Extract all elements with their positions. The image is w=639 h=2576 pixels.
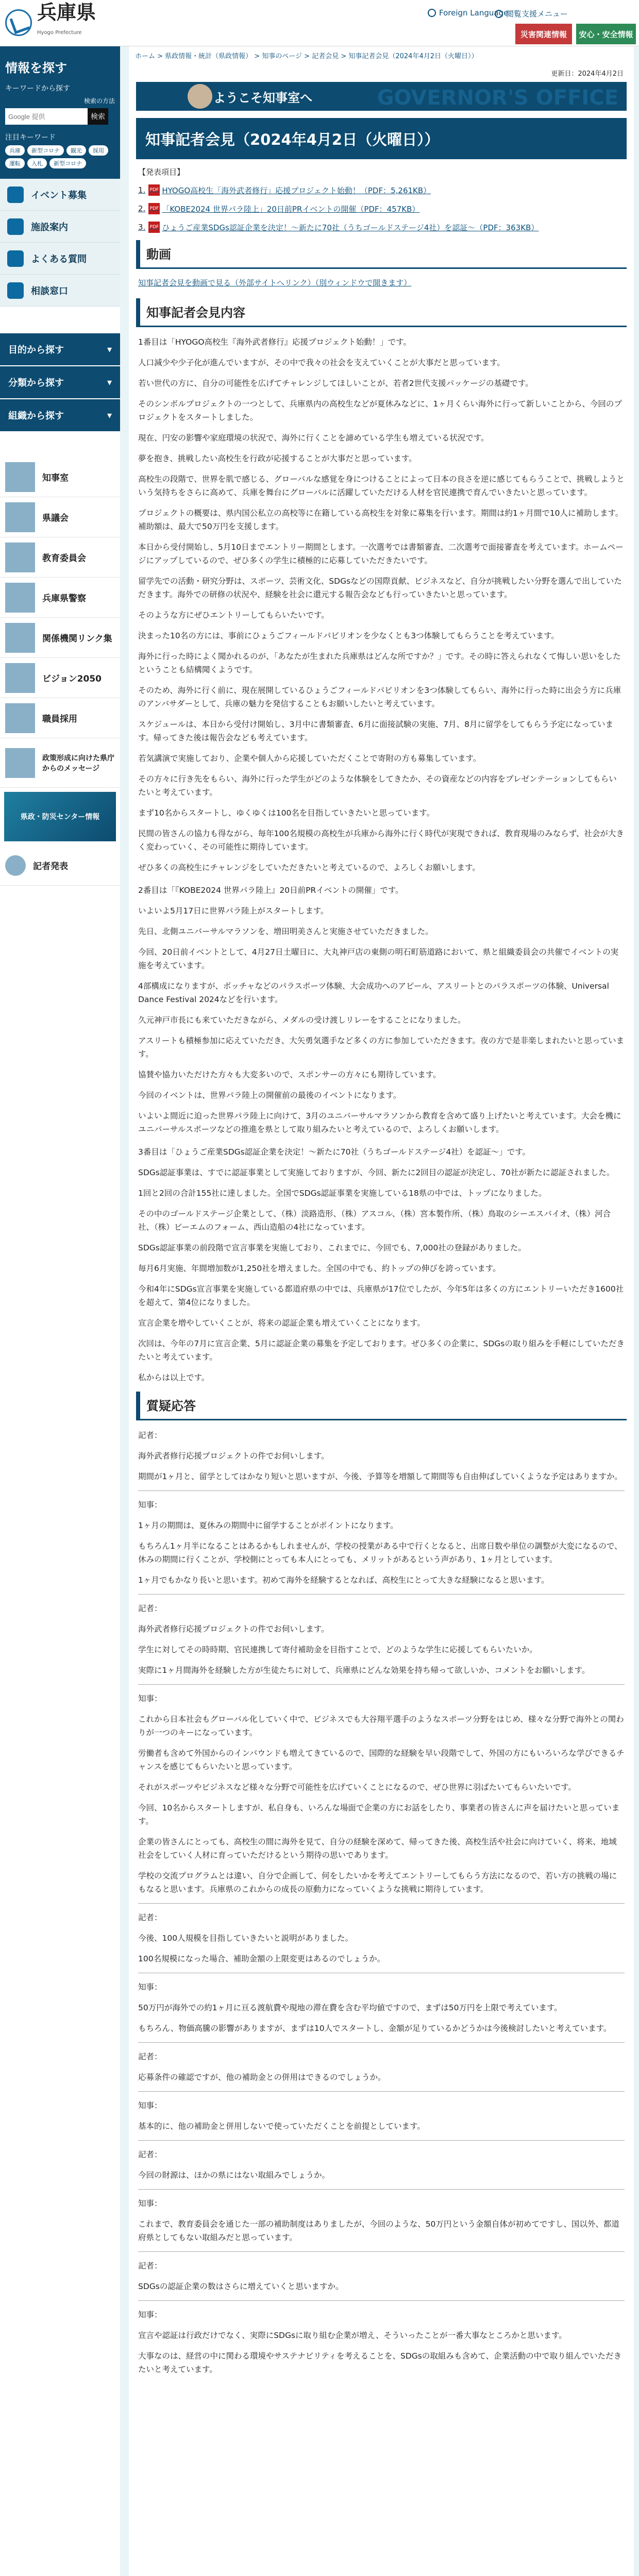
qa-speaker: 記者：	[138, 2150, 162, 2159]
sidebar-link-education[interactable]	[0, 537, 120, 578]
statement-paragraph: SDGs認証事業の前段階で宣言事業を実施しており、これまでに、今回でも、7,000社の登録がありました。	[138, 1243, 526, 1252]
qa-divider	[138, 2091, 625, 2092]
statement-paragraph: 2番目は「『KOBE2024 世界パラ陸上』20日前PRイベントの開催」です。	[138, 886, 403, 895]
banner-disaster-center[interactable]	[4, 792, 116, 841]
qa-text: これから日本社会もグローバル化していく中で、ビジネスでも大谷翔平選手のようなスポーツ分野をはじめ、様々な分野で海外との関わりが一つのキーになっています。	[138, 1715, 624, 1737]
qa-body	[138, 1429, 625, 2376]
keyword-tag[interactable]: 新型コロナ	[49, 158, 86, 168]
sidebar-link-press[interactable]	[0, 845, 120, 886]
search-button[interactable]: 検索	[88, 108, 108, 125]
qa-speaker: 知事：	[138, 2199, 162, 2208]
browse-by-organization[interactable]	[0, 398, 120, 431]
qa-text: 基本的に、他の補助金と併用しないで使っていただくことを前提としています。	[138, 2122, 425, 2131]
statement-paragraph: 本日から受付開始し、5月10日までエントリー期間とします。一次選考では書類審査、二次選考で面接審査を考えています。ホームページにアップしているので、ぜひ多くの学生に積極的に応募していただきたいです。	[138, 543, 624, 565]
qa-text: 海外武者修行応援プロジェクトの件でお伺いします。	[138, 1624, 329, 1634]
browse-label: 分類から探す	[8, 378, 64, 388]
pdf-icon: PDF	[148, 203, 160, 214]
statement-paragraph: 1番目は「HYOGO高校生『海外武者修行』応援プロジェクト始動！」です。	[138, 337, 412, 347]
qa-text: 実際に1ヶ月間海外を経験した方が生徒たちに対して、兵庫県にどんな効果を持ち帰って欲しいか、コメントをお願いします。	[138, 1666, 590, 1675]
qa-speaker: 記者：	[138, 1913, 162, 1922]
qa-text: 期間が1ヶ月と、留学としてはかなり短いと思いますが、今後、予算等を増額して期間等も自由伸ばしていくような予定はありますか。	[138, 1472, 623, 1481]
qa-text: 労働者も含めて外国からのインバウンドも増えてきているので、国際的な経験を早い段階でして、外国の方にもいろいろな学びできるチャンスを感じてもらいたいと思っています。	[138, 1749, 625, 1771]
qa-speaker: 知事：	[138, 1500, 162, 1510]
qa-divider	[138, 2251, 625, 2252]
statement-paragraph: アスリートも積極参加に応えていただき、大矢勇気選手など多くの方に参加していただきます。夜の方で是非楽しまれたいと思っています。	[138, 1036, 625, 1059]
globe-icon	[428, 9, 436, 17]
prefecture-emblem-icon	[5, 9, 32, 36]
sidebar-search-panel	[0, 46, 120, 179]
qa-heading: 質疑応答	[136, 1392, 627, 1420]
video-heading: 動画	[136, 240, 627, 269]
statement-paragraph: いよいよ間近に迫った世界パラ陸上に向けて、3月のユニバーサルマラソンから教育を含めて盛り上げたいと考えています。大会を機にユニバーサルスポーツなどの推進を県として取り組みたいと考えているので、よろしくお願いします。	[138, 1111, 621, 1134]
statement-paragraph: 次回は、今年の7月に宣言企業、5月に認証企業の募集を予定しております。ぜひ多くの企業に、SDGsの取り組みを手軽にしていただきたいと考えています。	[138, 1339, 625, 1362]
sidebar-link-label: 記者発表	[33, 861, 68, 872]
sidebar-link-label: 職員採用	[42, 714, 77, 724]
qa-divider	[138, 1594, 625, 1595]
qa-text: 今後、100人規模を目指していきたいと説明がありました。	[138, 1934, 354, 1943]
download-label: HYOGO高校生「海外武者修行」応援プロジェクト始動！（PDF：5,261KB）	[162, 185, 431, 195]
statement-paragraph: そのため、海外に行く前に、現在展開しているひょうごフィールドパビリオンを3つ体験してもらい、海外に行った時に出会う方に兵庫のアンバサダーとして、兵庫の魅力を発信することもお願いしたいと考えています。	[138, 686, 621, 708]
qa-divider	[138, 1684, 625, 1685]
statement-paragraph: 夢を抱き、挑戦したい高校生を行政が応援することが大事だと思っています。	[138, 454, 417, 463]
sidebar-link-label: 教育委員会	[42, 553, 86, 564]
chevron-down-icon: ▾	[107, 377, 112, 388]
statement-paragraph: プロジェクトの概要は、県内国公私立の高校等に在籍している高校生を対象に募集を行います。期間は約1ヶ月間で10人に補助します。補助額は、最大で50万円を支援します。	[138, 509, 624, 531]
keyword-tag[interactable]: 採用	[89, 145, 108, 156]
disaster-info-label: 災害関連情報	[520, 29, 567, 39]
breadcrumb[interactable]: ホーム > 県政情報・統計（県政情報） > 知事のページ > 記者会見 > 知事記者会見（2024年4月2日（火曜日））	[135, 53, 478, 60]
qa-speaker: 記者：	[138, 2261, 162, 2270]
site-name: 兵庫県	[37, 1, 96, 24]
hot-keywords	[5, 145, 115, 175]
download-link[interactable]	[138, 222, 625, 233]
qa-text: 50万円が海外での約1ヶ月に亘る渡航費や現地の滞在費を含む平均値ですので、まずは50万円を上限で考えています。	[138, 2003, 562, 2012]
qa-divider	[138, 2042, 625, 2043]
browse-by-category[interactable]	[0, 365, 120, 398]
sidebar-link-governor[interactable]	[0, 457, 120, 497]
site-sub: Hyogo Prefecture	[37, 30, 82, 36]
statement-paragraph: いよいよ5月17日に世界パラ陸上がスタートします。	[138, 906, 329, 916]
qa-text: 今回の財源は、ほかの県にはない取組みでしょうか。	[138, 2171, 330, 2180]
disaster-info-button[interactable]	[515, 24, 572, 44]
message-icon	[5, 748, 35, 778]
statement-paragraph: 若い世代の方に、自分の可能性を広げてチャレンジしてほしいことが、若者2世代支援パッケージの基礎です。	[138, 379, 533, 388]
page-title: 知事記者会見（2024年4月2日（火曜日））	[136, 118, 627, 159]
safety-info-button[interactable]	[576, 24, 636, 44]
statement-paragraph: 宣言企業を増やしていくことが、将来の認証企業も増えていくことになります。	[138, 1318, 425, 1328]
settings-icon	[495, 10, 503, 18]
statement-paragraph: SDGs認証事業は、すでに認証事業として実施しておりますが、今回、新たに2回目の認証が決定し、70社が新たに認証されました。	[138, 1168, 615, 1177]
download-number: 1.	[138, 185, 146, 195]
qa-speaker: 記者：	[138, 1604, 162, 1613]
press-icon	[5, 855, 26, 876]
video-link[interactable]: 知事記者会見を動画で見る（外部サイトへリンク）（別ウィンドウで開きます）	[138, 278, 412, 287]
statement-paragraph: 毎月6月実施、年間増加数が1,250社を増えました。全国の中でも、約トップの伸びを誇っています。	[138, 1264, 501, 1273]
sidebar-link-assembly[interactable]	[0, 497, 120, 537]
sidebar-item-facilities[interactable]	[0, 211, 120, 243]
qa-text: 1ヶ月の期間は、夏休みの期間中に留学することがポイントになります。	[138, 1521, 398, 1530]
governor-welcome-banner[interactable]	[136, 82, 627, 111]
qa-text: これまで、教育委員会を通じた一部の補助制度はありましたが、今回のような、50万円という金額自体が初めてですし、国以外、都道府県としてもない取組みだと思っています。	[138, 2219, 619, 2242]
statement-paragraph: 海外に行った時によく聞かれるのが、「あなたが生まれた兵庫県はどんな所ですか？」です。その時に答えられなくて悔しい思いをしたということも結構聞くようです。	[138, 652, 621, 674]
keyword-tag[interactable]: 新型コロナ	[27, 145, 64, 156]
qa-text: 100名規模になった場合、補助金額の上限変更はあるのでしょうか。	[138, 1954, 385, 1963]
qa-text: もちろん、物価高騰の影響がありますが、まずは10人でスタートし、金額が足りているかどうかは今後検討したいと考えています。	[138, 2024, 612, 2033]
site-search	[5, 108, 115, 125]
qa-text: 企業の皆さんにとっても、高校生の間に海外を見て、自分の経験を深めて、帰ってきた後、高校生活や社会に向けていく、将来、地域社会をしていく人材に育っていただけるという期待の思いであります。	[138, 1837, 617, 1860]
site-header	[0, 0, 639, 46]
qa-divider	[138, 1490, 625, 1491]
recruit-icon	[5, 703, 35, 733]
statement-paragraph: 私からは以上です。	[138, 1373, 210, 1382]
keyword-tag[interactable]: 兵庫	[5, 145, 25, 156]
governor-avatar	[188, 84, 212, 109]
statement-paragraph: 今和4年にSDGs宣言事業を実施している都道府県の中では、兵庫県が17位でしたが、今年5年は多くの方にエントリーいただき1600社を超えて、第4位になりました。	[138, 1284, 624, 1307]
browse-label: 目的から探す	[8, 345, 64, 355]
qa-speaker: 知事：	[138, 1694, 162, 1703]
accessibility-menu-link[interactable]	[495, 8, 568, 19]
keyword-label: キーワードから探す	[5, 84, 70, 93]
qa-text: 学生に対してその時時期、官民連携して寄付補助金を目指すことで、どのような学生に応援してもらいたいか。	[138, 1645, 537, 1654]
content-heading: 知事記者会見内容	[136, 298, 627, 327]
pdf-icon: PDF	[148, 184, 160, 196]
sidebar-link-police[interactable]	[0, 578, 120, 618]
statement-paragraph: ぜひ多くの高校生にチャレンジをしていただきたいと考えているので、よろしくお願いします。	[138, 863, 480, 872]
download-number: 2.	[138, 204, 146, 213]
sidebar-link-related[interactable]	[0, 618, 120, 658]
statement-paragraph: 現在、円安の影響や家庭環境の状況で、海外に行くことを諦めている学生も増えている状況です。	[138, 433, 489, 443]
building-icon	[7, 218, 24, 235]
sidebar-item-faq[interactable]	[0, 243, 120, 275]
sidebar-link-label: 兵庫県警察	[42, 594, 86, 604]
qa-speaker: 知事：	[138, 2101, 162, 2110]
sidebar-link-label: 県議会	[42, 513, 69, 523]
statement-paragraph: 決まった10名の方には、事前にひょうごフィールドパビリオンを少なくとも3つ体験してもらうことを考えています。	[138, 631, 559, 640]
sidebar-item-label: よくある質問	[31, 253, 87, 265]
welcome-en-label: GOVERNOR'S OFFICE	[377, 86, 618, 110]
welcome-label: ようこそ知事室へ	[213, 90, 312, 105]
sidebar-link-label: 知事室	[42, 473, 69, 483]
foreign-language-label: Foreign Language	[439, 8, 509, 18]
governor-photo	[5, 462, 35, 492]
statement-paragraph: 留学先での活動・研究分野は、スポーツ、芸術文化、SDGsなどの国際貢献、ビジネスなど、自分が挑戦したい分野を選んで出していただきます。海外での研修の状況や、経験を社会に還元する報告会なども行っていきたいと思っています。	[138, 577, 622, 599]
statement-paragraph: 1回と2回の合計155社に達しました。全国でSDGs認証事業を実施している18県の中では、トップになりました。	[138, 1189, 547, 1198]
qa-divider	[138, 2300, 625, 2301]
statement-paragraph: スケジュールは、本日から受付け開始し、3月中に書類審査、6月に面接試験の実施、7月、8月に留学をしてもらう予定になっています。帰ってきた後は報告会なども考えています。	[138, 720, 614, 742]
sidebar-link-vision[interactable]	[0, 658, 120, 698]
chat-icon	[7, 282, 24, 299]
statement-paragraph: その方々に行き先をもらい、海外に行った学生がどのような体験をしてきたか、その資産などの内容をプレゼンテーションしてもらいたいと考えています。	[138, 774, 617, 797]
qa-text: 今回、10名からスタートしますが、私自身も、いろんな場面で企業の方にお話をしたり、事業者の皆さんに声を届けたいと思っています。	[138, 1803, 620, 1826]
keyword-tag[interactable]: 観光	[66, 145, 86, 156]
education-icon	[5, 543, 35, 572]
download-label: ひょうご産業SDGs認証企業を決定！〜新たに70社（うちゴールドステージ4社）を認証〜（PDF：363KB）	[162, 223, 539, 232]
chevron-down-icon: ▾	[107, 410, 112, 421]
statement-paragraph: まず10名からスタートし、ゆくゆくは100名を目指していきたいと思っています。	[138, 808, 435, 818]
download-link[interactable]	[138, 184, 625, 196]
sidebar-title: 情報を探す	[5, 61, 67, 75]
qa-divider	[138, 2189, 625, 2190]
qa-text: 大事なのは、経営の中に関わる環境やサステナビリティを考えることを、SDGsの取組みも含めて、企業活動の中で取り組んでいただきたいと考えています。	[138, 2351, 622, 2374]
statement-paragraph: そのような方にぜひエントリーしてもらいたいです。	[138, 611, 329, 620]
qa-text: 海外武者修行応援プロジェクトの件でお伺いします。	[138, 1451, 329, 1461]
statement-paragraph: 高校生の段階で、世界を肌で感じる、グローバルな感覚を身につけることによって日本の良さを逆に感じてもらうことで、挑戦しようという気持ちをさらに高めて、兵庫を舞台にグローバルに活躍していただける人材を官民連携で育んでいきたいと思っています。	[138, 474, 625, 497]
statement-paragraph: 久元神戸市長にも来ていただきながら、メダルの受け渡しリレーをすることになりました。	[138, 1015, 466, 1025]
statement-paragraph: 今回のイベントは、世界パラ陸上の開催前の最後のイベントになります。	[138, 1091, 401, 1100]
updated-date: 更新日：2024年4月2日	[551, 70, 624, 78]
statement-paragraph: 3番目は「ひょうご産業SDGs認証企業を決定！〜新たに70社（うちゴールドステージ4社）を認証〜」です。	[138, 1147, 530, 1157]
calendar-icon	[7, 187, 24, 203]
statement-paragraph: 協賛や協力いただけた方々も大変多いので、スポンサーの方々にも期待しています。	[138, 1070, 441, 1079]
sidebar	[0, 46, 120, 2576]
assembly-icon	[5, 502, 35, 532]
vision-icon	[5, 663, 35, 693]
download-label: 「KOBE2024 世界パラ陸上」20日前PRイベントの開催（PDF：457KB）	[162, 204, 420, 214]
statement-paragraph: 先日、北側ユニバーサルマラソンを、増田明美さんと実施させていただきました。	[138, 927, 433, 936]
qa-text: 学校の交流プログラムとは違い、自分で企画して、何をしたいかを考えてエントリーしてもらう方法になるので、若い方の挑戦の場にもなると思います。兵庫県のこれからの成長の原動力になっていくような挑戦に期待しています。	[138, 1871, 617, 1894]
search-input[interactable]	[5, 108, 88, 125]
accessibility-menu-label: 閲覧支援メニュー	[506, 9, 568, 19]
sidebar-item-label: 施設案内	[31, 222, 68, 233]
police-icon	[5, 583, 35, 613]
qa-divider	[138, 2140, 625, 2141]
statement-paragraph: 民間の皆さんの協力も得ながら、毎年100名規模の高校生が兵庫から海外に行く時代が実現できれば、教育現場のみならず、社会が大きく変わっていく、その可能性に期待しています。	[138, 829, 624, 852]
release-label: 【発表項目】	[138, 167, 185, 177]
qa-text: それがスポーツやビジネスなど様々な分野で可能性を広げていくことになるので、ぜひ世界に羽ばたいてもらいたいです。	[138, 1783, 576, 1792]
sidebar-link-message[interactable]	[0, 738, 120, 788]
qa-divider	[138, 1903, 625, 1904]
sidebar-item-events[interactable]	[0, 179, 120, 211]
qa-speaker: 知事：	[138, 1982, 162, 1992]
browse-by-purpose[interactable]	[0, 332, 120, 365]
chevron-down-icon: ▾	[107, 344, 112, 355]
statement-paragraph: 人口減少や少子化が進んでいますが、その中で我々の社会を支えていくことが大事だと思っています。	[138, 358, 505, 367]
site-logo[interactable]	[5, 1, 129, 40]
sidebar-item-consultation[interactable]	[0, 275, 120, 307]
qa-text: もちろん1ヶ月半になることはあるかもしれませんが、学校の授業がある中で行くとなると、出席日数や単位の調整が大変になるので、休みの期間に行くことが、学校側にとっても本人にとっても、メリットがあるという声があり、1ヶ月としています。	[138, 1541, 623, 1564]
sidebar-link-recruit[interactable]	[0, 698, 120, 738]
main-content	[129, 46, 634, 2576]
qa-text: 宣言や認証は行政だけでなく、実際にSDGsに取り組む企業が増え、そういったことが一番大事なところかと思います。	[138, 2331, 567, 2340]
download-link[interactable]	[138, 203, 625, 214]
keyword-tag[interactable]: 入札	[27, 158, 47, 168]
search-help-link[interactable]: 検索の方法	[83, 97, 115, 105]
statement-paragraph: 若気講演で実施しており、企業や個人から応援していただくことで寄附の方も募集しています。	[138, 754, 481, 763]
sidebar-item-label: イベント募集	[31, 190, 87, 201]
sidebar-link-label: 政策形成に向けた県庁からのメッセージ	[42, 754, 114, 773]
pdf-icon: PDF	[148, 222, 160, 233]
release-list	[138, 166, 625, 233]
qa-text: SDGsの認証企業の数はさらに増えていくと思いますか。	[138, 2282, 344, 2291]
qa-speaker: 記者：	[138, 2052, 162, 2061]
statement-paragraph: そのシンボルプロジェクトの一つとして、兵庫県内の高校生などが夏休みなどに、1ヶ月くらい海外に行って新しいことから、今回のプロジェクトをスタートしました。	[138, 399, 622, 422]
keyword-tag[interactable]: 運転	[5, 158, 25, 168]
sidebar-link-label: 関係機関リンク集	[42, 634, 112, 644]
browse-label: 組織から探す	[8, 411, 64, 421]
statement-body	[138, 335, 625, 1384]
question-icon	[7, 250, 24, 267]
qa-text: 1ヶ月でもかなり長いと思います。初めて海外を経験するとなれば、高校生にとって大きな経験になると思います。	[138, 1575, 549, 1585]
qa-speaker: 記者：	[138, 1431, 162, 1440]
statement-paragraph: 今回、20日前イベントとして、4月27日土曜日に、大丸神戸店の東側の明石町筋道路において、県と組織委員会の共催でイベントの実施を考えています。	[138, 947, 619, 970]
qa-text: 応募条件の確認ですが、他の補助金との併用はできるのでしょうか。	[138, 2073, 386, 2082]
qa-speaker: 知事：	[138, 2310, 162, 2319]
banner-label: 県政・防災センター情報	[20, 813, 100, 821]
hot-keywords-label: 注目キーワード	[5, 133, 56, 142]
sidebar-link-label: ビジョン2050	[42, 674, 102, 684]
statement-paragraph: 4部構成になりますが、ボッチャなどのパラスポーツ体験、大会成功へのアピール、アスリートとのパラスポーツの体験、Universal Dance Festival 2024などを行います。	[138, 981, 609, 1004]
statement-paragraph: その中のゴールドステージ企業として、（株）淡路造形、（株）アスコル、（株）宮本製作所、（株）鳥取のシーエスバイオ、（株）河合社、（株）ビーエムのフォーム、西山造船の4社になっています。	[138, 1209, 611, 1232]
download-number: 3.	[138, 223, 146, 232]
sidebar-item-label: 相談窓口	[31, 285, 68, 297]
safety-info-label: 安心・安全情報	[579, 29, 633, 39]
link-icon	[5, 623, 35, 653]
